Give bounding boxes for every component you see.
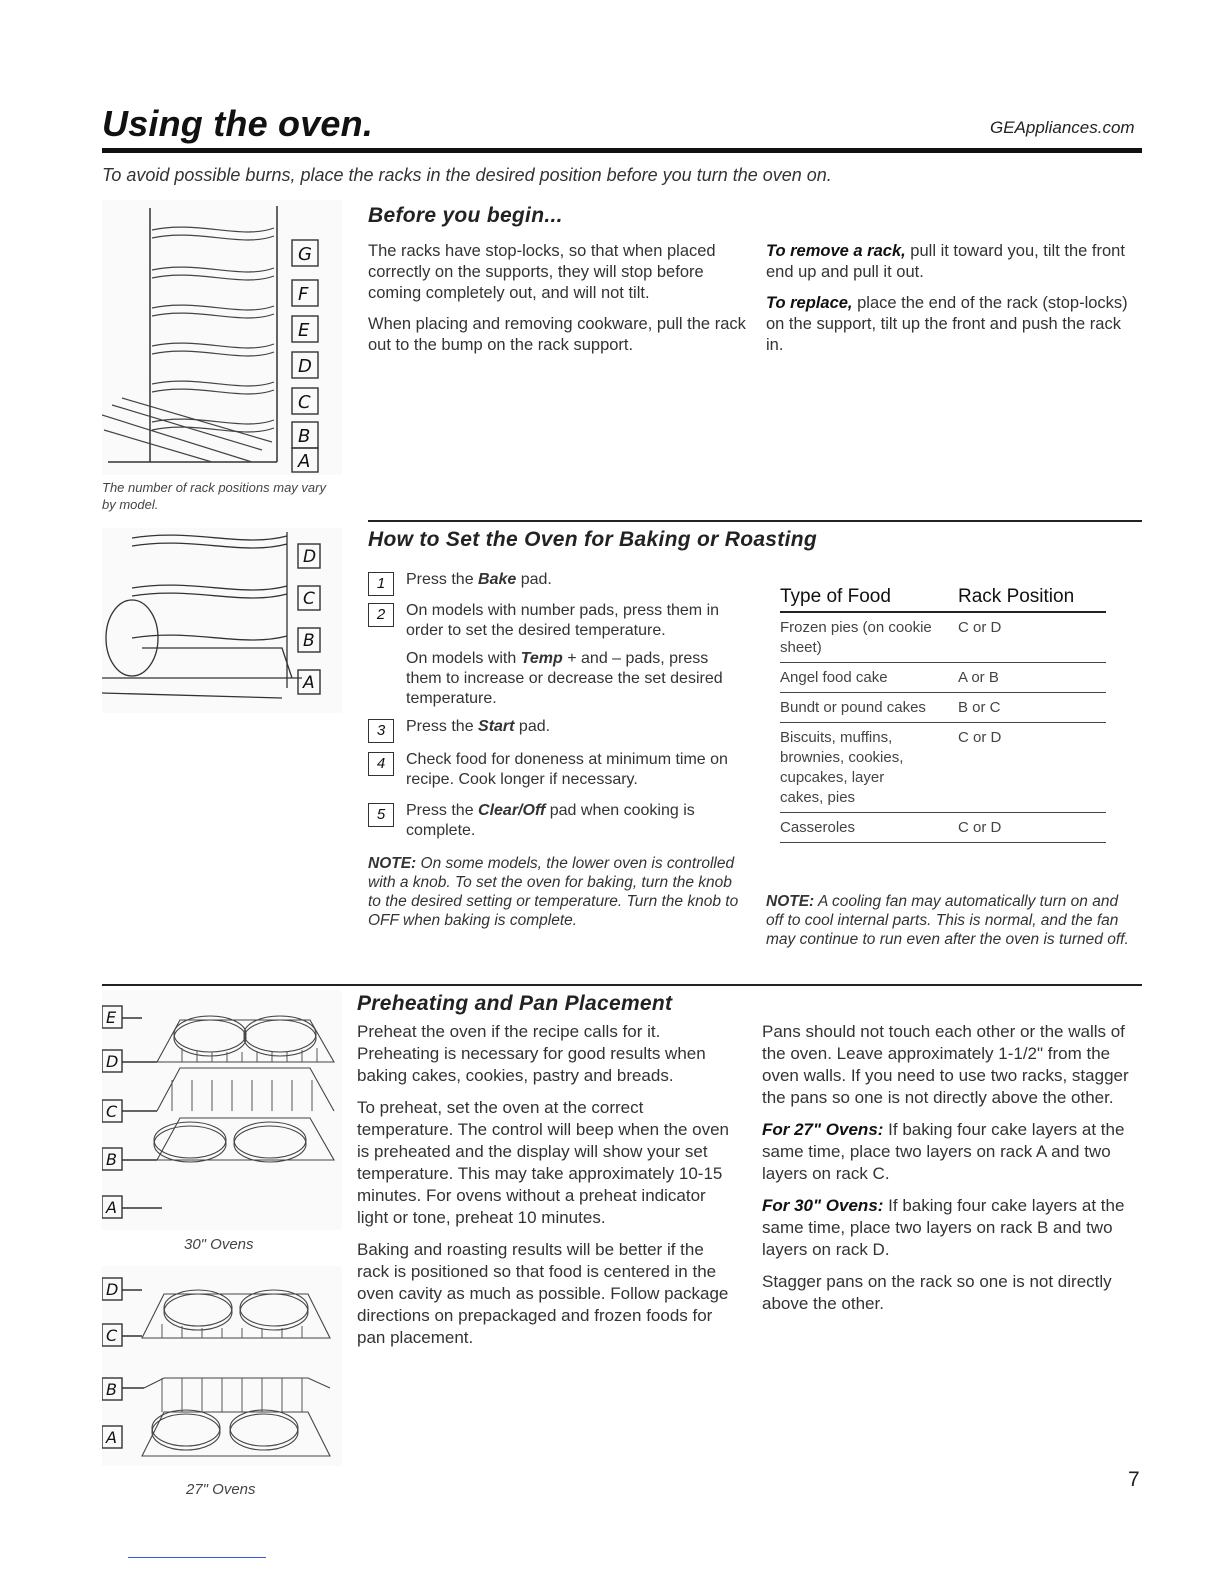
oven30-letter-e: E bbox=[106, 1008, 117, 1027]
baking-rack-letter-b: B bbox=[303, 631, 315, 651]
oven-30-drawing bbox=[102, 990, 342, 1230]
oven-27-paragraph bbox=[762, 1119, 1144, 1185]
baking-step-4 bbox=[368, 750, 748, 790]
remove-rack-paragraph bbox=[766, 241, 1142, 283]
preheat-paragraph-1: Preheat the oven if the recipe calls for it. Preheating is necessary for good results when baking cakes, cookies, pastry and breads. bbox=[357, 1022, 706, 1085]
baking-step-3 bbox=[368, 717, 748, 737]
oven27-letter-c: C bbox=[106, 1326, 118, 1345]
step-number-2: 2 bbox=[368, 603, 394, 627]
table-row bbox=[780, 723, 1106, 813]
before-left-column bbox=[368, 241, 748, 366]
temp-text-post: + and – pads, press them to increase or decrease the set desired temperature. bbox=[406, 650, 723, 707]
rack-positions-drawing bbox=[102, 200, 342, 475]
knob-note-lead: NOTE: bbox=[368, 855, 417, 872]
step-4-text: Check food for doneness at minimum time on recipe. Cook longer if necessary. bbox=[406, 751, 728, 788]
fan-note-lead: NOTE: bbox=[766, 893, 815, 910]
oven27-letter-b: B bbox=[106, 1380, 117, 1399]
knob-note-text: On some models, the lower oven is controlled with a knob. To set the oven for baking, turn the knob to the desired setting or temperature. Turn the knob to OFF when baking is complete. bbox=[368, 855, 739, 929]
rack-letter-e: E bbox=[298, 320, 310, 341]
baking-rack-letter-a: A bbox=[303, 673, 315, 693]
preheat-paragraph-2: To preheat, set the oven at the correct temperature. The control will beep when the oven is preheated and the display will show your set temperature. This may take approximately 10-15 minutes. For ovens without a preheat indicator light or tone, preheat 10 minutes. bbox=[357, 1098, 730, 1227]
baking-heading: How to Set the Oven for Baking or Roasting bbox=[368, 528, 817, 551]
baking-step-1 bbox=[368, 570, 748, 590]
rack-letter-b: B bbox=[298, 426, 311, 447]
caption-30-ovens: 30" Ovens bbox=[184, 1236, 254, 1253]
table-header bbox=[780, 586, 1106, 613]
step-1-key: Bake bbox=[478, 571, 517, 588]
oven-30-paragraph bbox=[762, 1195, 1144, 1261]
oven-27-drawing bbox=[102, 1266, 342, 1466]
baking-rack-illustration bbox=[102, 528, 342, 713]
col-header-rack: Rack Position bbox=[958, 586, 1075, 607]
oven30-letter-c: C bbox=[106, 1102, 118, 1121]
cell-rack: A or B bbox=[958, 669, 999, 686]
cell-food: Angel food cake bbox=[780, 669, 888, 686]
header-rule bbox=[102, 148, 1142, 153]
cell-rack: B or C bbox=[958, 699, 1001, 716]
stagger-paragraph: Stagger pans on the rack so one is not directly above the other. bbox=[762, 1272, 1112, 1313]
page-title: Using the oven. bbox=[102, 103, 374, 144]
oven-30-text: If baking four cake layers at the same time, place two layers on rack B and two layers on rack D. bbox=[762, 1196, 1125, 1259]
oven30-letter-d: D bbox=[106, 1052, 119, 1071]
preheat-left-column bbox=[357, 1021, 739, 1359]
section-rule-baking bbox=[368, 520, 1142, 522]
step-1-text-end: pad. bbox=[516, 571, 552, 588]
rack-letter-d: D bbox=[298, 356, 312, 377]
step-5-text-end: pad when cooking is complete. bbox=[406, 802, 695, 839]
intro-text: To avoid possible burns, place the racks in the desired position before you turn the oven on. bbox=[102, 165, 832, 185]
table-row bbox=[780, 663, 1106, 693]
cell-food: Casseroles bbox=[780, 819, 856, 836]
step-number-1: 1 bbox=[368, 572, 394, 596]
table-row bbox=[780, 613, 1106, 663]
cell-food: Bundt or pound cakes bbox=[780, 699, 926, 716]
step-1-text: Press the bbox=[406, 571, 479, 588]
replace-rack-paragraph bbox=[766, 293, 1142, 356]
cell-rack: C or D bbox=[958, 729, 1002, 746]
step-number-5: 5 bbox=[368, 803, 394, 827]
cell-food: Frozen pies (on cookie sheet) bbox=[780, 619, 932, 656]
rack-image-caption: The number of rack positions may vary by model. bbox=[102, 480, 326, 512]
preheat-heading: Preheating and Pan Placement bbox=[357, 992, 673, 1015]
knob-note bbox=[368, 854, 748, 930]
step-5-key: Clear/Off bbox=[478, 802, 546, 819]
step-2-temp-text bbox=[406, 649, 748, 709]
footer-line bbox=[128, 1557, 266, 1558]
oven27-letter-d: D bbox=[106, 1280, 119, 1299]
oven-30-illustration bbox=[102, 990, 342, 1230]
baking-rack-drawing bbox=[102, 528, 342, 713]
oven-27-illustration bbox=[102, 1266, 342, 1466]
fan-note-text: A cooling fan may automatically turn on and off to cool internal parts. This is normal, and the fan may continue to run even after the oven is turned off. bbox=[766, 893, 1129, 948]
rack-letter-f: F bbox=[298, 284, 309, 305]
step-3-text: Press the bbox=[406, 718, 479, 735]
caption-27-ovens: 27" Ovens bbox=[186, 1481, 256, 1498]
cell-food: Biscuits, muffins, brownies, cookies, cupcakes, layer cakes, pies bbox=[780, 729, 904, 806]
step-number-3: 3 bbox=[368, 719, 394, 743]
remove-rack-lead: To remove a rack, bbox=[766, 242, 906, 260]
page-number: 7 bbox=[1128, 1468, 1140, 1491]
before-right-column bbox=[766, 241, 1142, 366]
before-heading: Before you begin... bbox=[368, 204, 563, 227]
oven27-letter-a: A bbox=[106, 1428, 117, 1447]
rack-positions-illustration bbox=[102, 200, 342, 475]
step-5-text: Press the bbox=[406, 802, 479, 819]
rack-letter-g: G bbox=[298, 244, 312, 265]
oven-27-lead: For 27" Ovens: bbox=[762, 1120, 884, 1139]
replace-rack-text: place the end of the rack (stop-locks) on the support, tilt up the front and push the rack in. bbox=[766, 294, 1128, 354]
oven30-letter-a: A bbox=[106, 1198, 117, 1217]
step-number-4: 4 bbox=[368, 752, 394, 776]
baking-step-5 bbox=[368, 801, 748, 841]
table-row bbox=[780, 693, 1106, 723]
fan-note bbox=[766, 892, 1138, 949]
col-header-food: Type of Food bbox=[780, 586, 891, 607]
oven-27-text: If baking four cake layers at the same time, place two layers on rack A and two layers on rack C. bbox=[762, 1120, 1125, 1183]
section-rule-preheat bbox=[102, 984, 1142, 986]
site-url: GEAppliances.com bbox=[990, 118, 1135, 137]
replace-rack-lead: To replace, bbox=[766, 294, 853, 312]
baking-rack-letter-d: D bbox=[303, 547, 317, 567]
before-paragraph-2: When placing and removing cookware, pull the rack out to the bump on the rack support. bbox=[368, 315, 746, 354]
table-row bbox=[780, 813, 1106, 843]
step-3-key: Start bbox=[478, 718, 515, 735]
before-paragraph-1: The racks have stop-locks, so that when placed correctly on the supports, they will stop before coming completely out, and will not tilt. bbox=[368, 242, 716, 302]
remove-rack-text: pull it toward you, tilt the front end up and pull it out. bbox=[766, 242, 1125, 281]
temp-text-pre: On models with bbox=[406, 650, 521, 667]
temp-key: Temp bbox=[520, 650, 563, 667]
pan-spacing-paragraph: Pans should not touch each other or the walls of the oven. Leave approximately 1-1/2" from the oven walls. If you need to use two racks, stagger the pans so one is not directly above the other. bbox=[762, 1022, 1129, 1107]
rack-position-table bbox=[780, 586, 1106, 843]
rack-letter-a: A bbox=[298, 451, 311, 472]
baking-step-2 bbox=[368, 601, 748, 709]
rack-letter-c: C bbox=[298, 392, 311, 413]
baking-rack-letter-c: C bbox=[303, 589, 315, 609]
oven30-letter-b: B bbox=[106, 1150, 117, 1169]
cell-rack: C or D bbox=[958, 819, 1002, 836]
preheat-right-column bbox=[762, 1021, 1144, 1325]
preheat-paragraph-3: Baking and roasting results will be better if the rack is positioned so that food is centered in the oven cavity as much as possible. Follow package directions on prepackaged and frozen foods for pan placement. bbox=[357, 1240, 729, 1347]
step-3-text-end: pad. bbox=[514, 718, 551, 735]
cell-rack: C or D bbox=[958, 619, 1002, 636]
oven-30-lead: For 30" Ovens: bbox=[762, 1196, 884, 1215]
step-2-text: On models with number pads, press them in order to set the desired temperature. bbox=[406, 602, 720, 639]
